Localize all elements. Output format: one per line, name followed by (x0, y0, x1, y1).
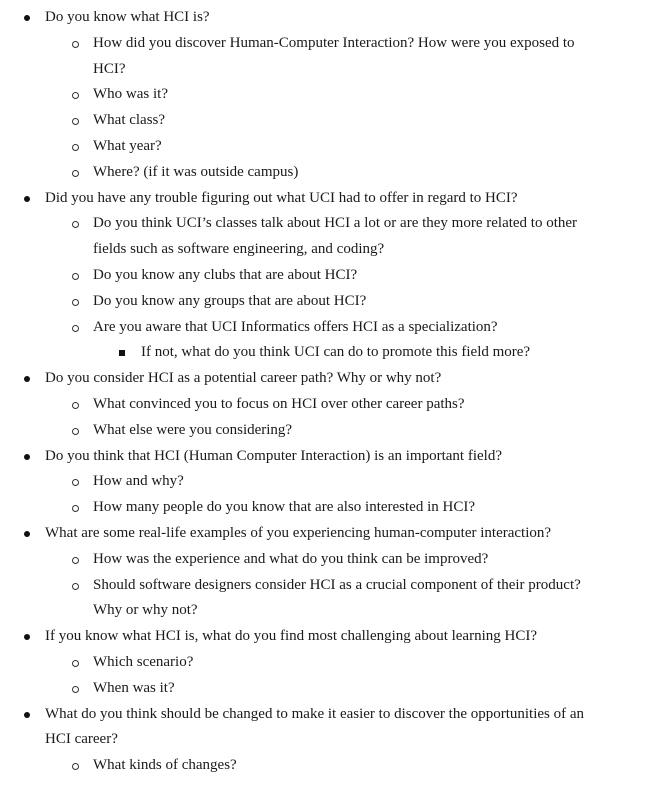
list-item-level-1 (0, 186, 647, 212)
circle-bullet-icon (70, 31, 79, 58)
square-bullet-icon (117, 340, 125, 366)
circle-bullet-icon (70, 392, 79, 419)
list-item-level-2 (0, 160, 647, 186)
circle-bullet-icon (70, 676, 79, 703)
list-item-level-2 (0, 315, 647, 341)
list-item-text: Where? (if it was outside campus) (93, 163, 299, 180)
list-item-level-2 (0, 495, 647, 521)
circle-shape (72, 660, 79, 667)
list-item-level-2 (0, 211, 647, 237)
list-item-text: Do you consider HCI as a potential career path? Why or why not? (45, 370, 442, 387)
circle-bullet-icon (70, 469, 79, 496)
list-item-text: What else were you considering? (93, 421, 293, 438)
circle-bullet-icon (70, 495, 79, 522)
list-item-continuation (0, 598, 647, 624)
circle-shape (72, 583, 79, 590)
circle-bullet-icon (70, 108, 79, 135)
circle-shape (72, 686, 79, 693)
disc-bullet-icon (22, 444, 30, 470)
circle-shape (72, 763, 79, 770)
list-item-text: How many people do you know that are also interested in HCI? (93, 499, 475, 516)
list-item-level-2 (0, 676, 647, 702)
circle-bullet-icon (70, 134, 79, 161)
circle-shape (72, 557, 79, 564)
list-item-text: What are some real-life examples of you experiencing human-computer interaction? (45, 524, 552, 541)
circle-shape (72, 92, 79, 99)
circle-shape (72, 402, 79, 409)
list-item-level-2 (0, 31, 647, 57)
circle-bullet-icon (70, 573, 79, 600)
list-item-level-3 (0, 340, 647, 366)
circle-shape (72, 273, 79, 280)
list-item-text: How was the experience and what do you think can be improved? (93, 550, 489, 567)
circle-bullet-icon (70, 289, 79, 316)
disc-bullet-icon (22, 521, 30, 547)
list-item-text: When was it? (93, 679, 175, 696)
circle-shape (72, 170, 79, 177)
list-item-level-2 (0, 134, 647, 160)
list-item-level-2 (0, 547, 647, 573)
list-item-text: Which scenario? (93, 653, 194, 670)
list-item-text: Do you think UCI’s classes talk about HCI a lot or are they more related to other (93, 215, 578, 232)
disc-shape (24, 196, 30, 202)
disc-bullet-icon (22, 702, 30, 728)
list-item-continuation (0, 57, 647, 83)
circle-shape (72, 428, 79, 435)
list-item-level-2 (0, 82, 647, 108)
list-item-level-1 (0, 521, 647, 547)
list-item-level-2 (0, 753, 647, 779)
disc-bullet-icon (22, 624, 30, 650)
list-item-text: How did you discover Human-Computer Interaction? How were you exposed to (93, 34, 575, 51)
square-shape (119, 350, 125, 356)
circle-bullet-icon (70, 418, 79, 445)
list-item-text: Why or why not? (93, 602, 198, 619)
disc-bullet-icon (22, 366, 30, 392)
circle-bullet-icon (70, 547, 79, 574)
list-item-text: What do you think should be changed to make it easier to discover the opportunities of an (45, 705, 585, 722)
list-item-continuation (0, 727, 647, 753)
circle-bullet-icon (70, 315, 79, 342)
list-item-text: Who was it? (93, 86, 168, 103)
list-item-text: fields such as software engineering, and coding? (93, 241, 385, 258)
list-item-text: What class? (93, 112, 166, 129)
circle-shape (72, 479, 79, 486)
disc-bullet-icon (22, 186, 30, 212)
list-item-text: If you know what HCI is, what do you find most challenging about learning HCI? (45, 628, 537, 645)
list-item-continuation (0, 237, 647, 263)
disc-shape (24, 15, 30, 21)
disc-shape (24, 454, 30, 460)
list-item-text: Do you know any clubs that are about HCI? (93, 266, 358, 283)
list-item-level-2 (0, 418, 647, 444)
list-item-level-2 (0, 650, 647, 676)
list-item-text: Did you have any trouble figuring out what UCI had to offer in regard to HCI? (45, 189, 518, 206)
circle-bullet-icon (70, 753, 79, 780)
list-item-text: Do you know what HCI is? (45, 9, 210, 25)
list-item-level-1 (0, 624, 647, 650)
circle-bullet-icon (70, 160, 79, 187)
list-item-level-1 (0, 5, 647, 31)
list-item-text: How and why? (93, 473, 184, 490)
list-item-level-2 (0, 108, 647, 134)
list-item-text: Do you think that HCI (Human Computer Interaction) is an important field? (45, 447, 502, 464)
circle-shape (72, 325, 79, 332)
list-item-text: What kinds of changes? (93, 757, 237, 774)
list-item-text: HCI career? (45, 731, 118, 748)
list-item-level-2 (0, 573, 647, 599)
list-item-text: What year? (93, 137, 162, 154)
list-item-level-2 (0, 469, 647, 495)
list-item-text: Do you know any groups that are about HCI? (93, 292, 367, 309)
circle-shape (72, 41, 79, 48)
disc-shape (24, 531, 30, 537)
circle-shape (72, 118, 79, 125)
circle-bullet-icon (70, 211, 79, 238)
circle-shape (72, 221, 79, 228)
list-item-level-2 (0, 263, 647, 289)
circle-bullet-icon (70, 263, 79, 290)
list-item-text: Are you aware that UCI Informatics offers HCI as a specialization? (93, 318, 498, 335)
disc-shape (24, 712, 30, 718)
disc-bullet-icon (22, 5, 30, 31)
circle-bullet-icon (70, 650, 79, 677)
list-item-text: Should software designers consider HCI as a crucial component of their product? (93, 576, 581, 593)
circle-shape (72, 299, 79, 306)
list-item-level-2 (0, 392, 647, 418)
circle-shape (72, 144, 79, 151)
list-item-level-2 (0, 289, 647, 315)
circle-shape (72, 505, 79, 512)
disc-shape (24, 376, 30, 382)
circle-bullet-icon (70, 82, 79, 109)
list-item-text: What convinced you to focus on HCI over other career paths? (93, 395, 465, 412)
list-item-level-1 (0, 366, 647, 392)
list-item-level-1 (0, 702, 647, 728)
disc-shape (24, 634, 30, 640)
list-item-level-1 (0, 444, 647, 470)
list-item-text: If not, what do you think UCI can do to promote this field more? (141, 344, 531, 361)
list-item-text: HCI? (93, 60, 126, 77)
